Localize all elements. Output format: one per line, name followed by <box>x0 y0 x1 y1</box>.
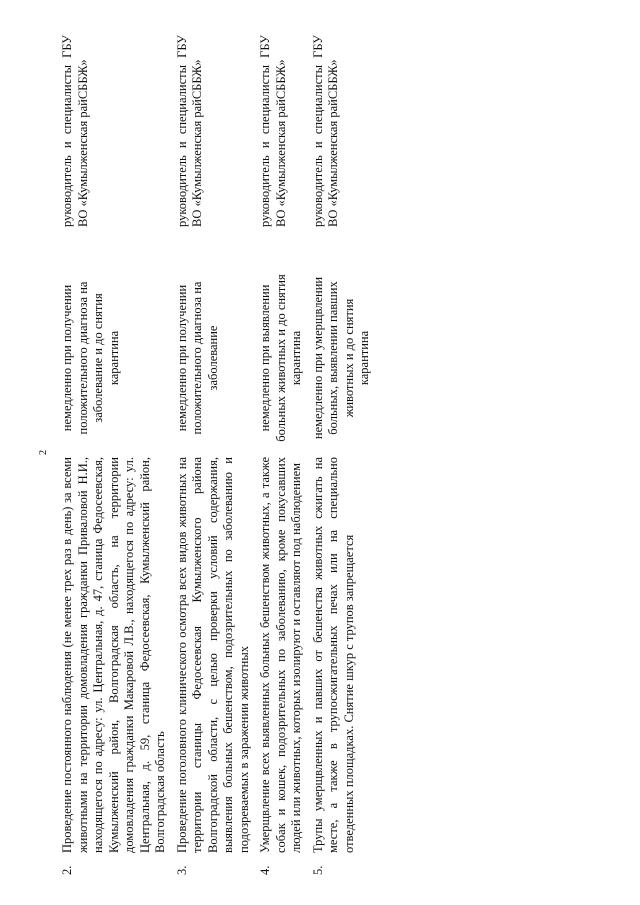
page-number: 2 <box>38 450 49 455</box>
row-action: Проведение постоянного наблюдения (не менее трех раз в день) за всеми животными на территории домовладения гражданки Приваловой Н.И., находящегося по адресу: ул. Центральная, д. 47, станица Федосеевская, Кумылженский район, Волгоградская область, на территории домовладения гражданки Макаровой Л.В., находящегося по адресу: ул. Центральная, д. 59, станица Федосеевская, Кумылженский район, Волгоградская область <box>60 457 167 853</box>
table-row <box>258 35 305 875</box>
row-term: немедленно при умерщвлении больных, выявлении павших животных и до снятия карантина <box>310 276 371 440</box>
row-term: немедленно при получении положительного диагноза на заболевание <box>174 281 220 435</box>
table-row <box>60 35 169 875</box>
row-number: 5. <box>310 865 325 875</box>
row-responsible: руководитель и специалисты ГБУ ВО «Кумылженская райСББЖ» <box>310 35 340 227</box>
row-number: 3. <box>174 865 189 875</box>
row-action: Умерщвление всех выявленных больных бешенством животных, а также собак и кошек, подозрительных по заболеванию, кроме покусавших людей или животных, которых изолируют и оставляют под наблюдением <box>258 457 303 853</box>
row-number: 4. <box>258 865 272 875</box>
row-action: Проведение поголовного клинического осмотра всех видов животных на территории станицы Федосеевская Кумылженского района Волгоградской области, с целью проверки условий содержания, выявления больных бешенством, подозрительных по заболеванию и подозреваемых в заражении животных <box>174 457 251 853</box>
row-term: немедленно при получении положительного диагноза на заболевание и до снятия карантина <box>60 281 121 435</box>
row-responsible: руководитель и специалисты ГБУ ВО «Кумылженская райСББЖ» <box>174 35 204 227</box>
table-row <box>311 35 373 875</box>
table-row <box>175 35 253 875</box>
row-number: 2. <box>60 865 74 875</box>
row-responsible: руководитель и специалисты ГБУ ВО «Кумылженская райСББЖ» <box>258 35 288 227</box>
measures-table <box>60 35 379 875</box>
row-responsible: руководитель и специалисты ГБУ ВО «Кумылженская райСББЖ» <box>60 35 90 227</box>
row-term: немедленно при выявлении больных животных и до снятия карантина <box>258 274 303 442</box>
row-action: Трупы умерщвленных и павших от бешенства животных сжигать на месте, а также в трупосжигательных печах или на специально отведенных площадках. Снятие шкур с трупов запрещается <box>310 457 356 853</box>
